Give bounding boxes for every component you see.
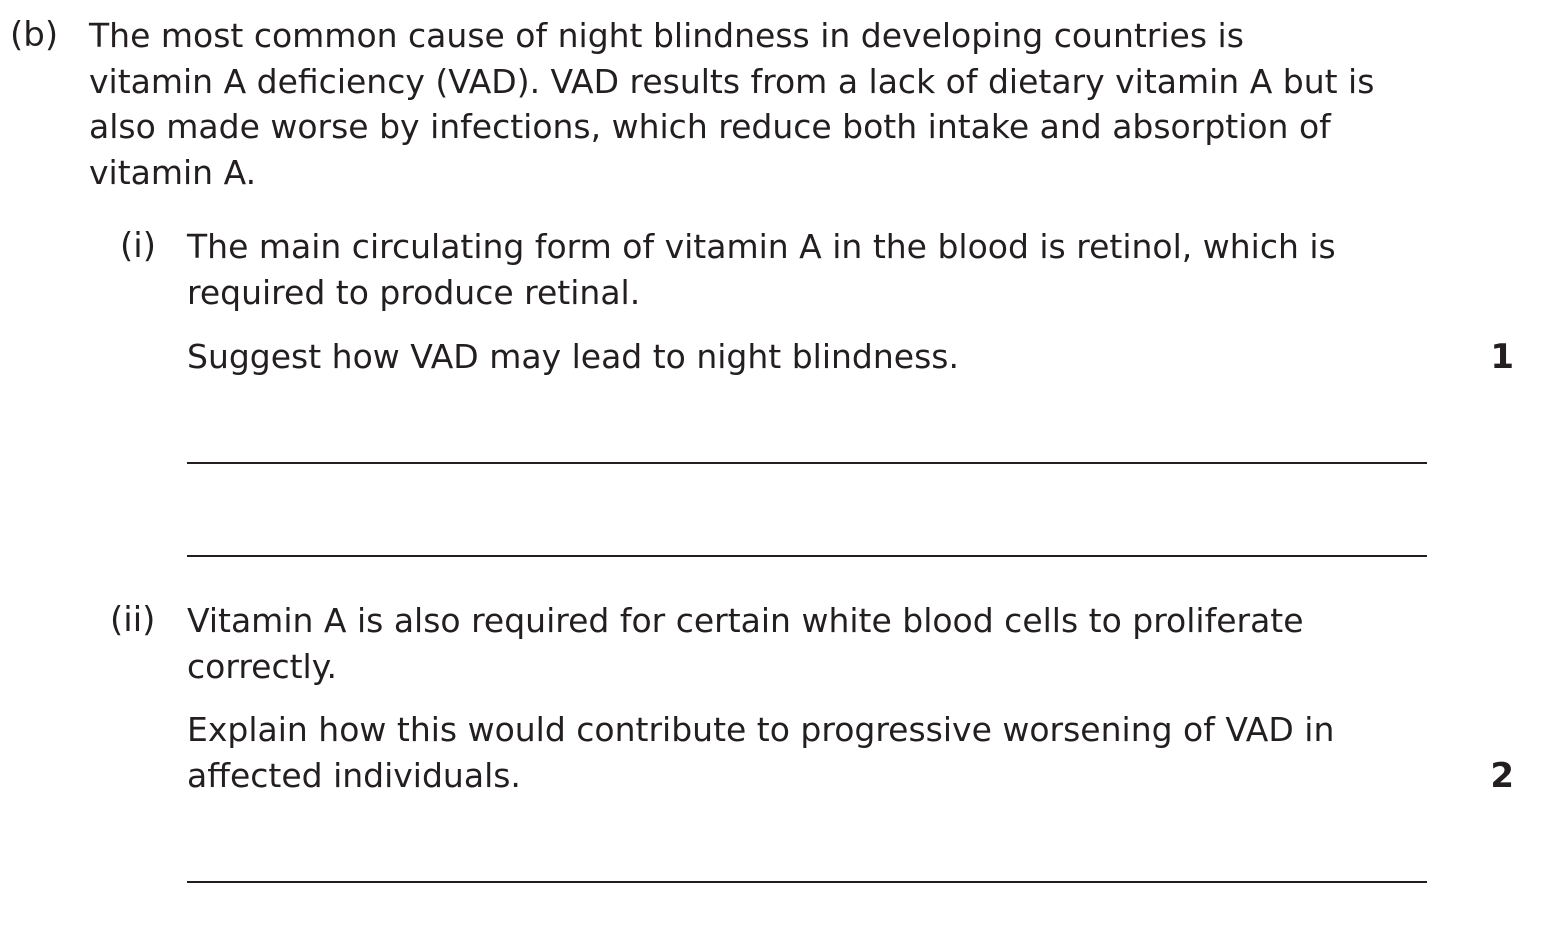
answer-line-i-2[interactable] [187,555,1427,557]
sub-i-label: (i) [120,226,156,266]
sub-ii-marks: 2 [1490,756,1514,796]
question-line: affected individuals. [187,755,521,795]
sub-i-marks: 1 [1490,337,1514,377]
intro-line: vitamin A deficiency (VAD). VAD results from a lack of dietary vitamin A but is [89,61,1375,101]
sub-i-question [187,334,959,380]
sub-ii-label: (ii) [110,600,156,640]
question-line: Explain how this would contribute to progressive worsening of VAD in [187,710,1335,749]
answer-line-i-1[interactable] [187,462,1427,464]
stem-line: correctly. [187,646,338,686]
intro-line: also made worse by infections, which reduce both intake and absorption of [89,107,1331,146]
answer-line-ii-1[interactable] [187,881,1427,883]
stem-line: Vitamin A is also required for certain white blood cells to proliferate [187,601,1304,640]
sub-ii-stem [187,598,1304,689]
question-line: Suggest how VAD may lead to night blindness. [187,337,959,376]
sub-ii-question [187,707,1334,798]
sub-i-stem [187,224,1336,315]
part-b-label: (b) [10,15,59,55]
intro-line: vitamin A. [89,152,257,192]
stem-line: The main circulating form of vitamin A in the blood is retinol, which is [187,227,1336,266]
intro-line: The most common cause of night blindness in developing countries is [89,16,1244,55]
stem-line: required to produce retinal. [187,272,641,312]
part-b-intro [89,13,1374,195]
